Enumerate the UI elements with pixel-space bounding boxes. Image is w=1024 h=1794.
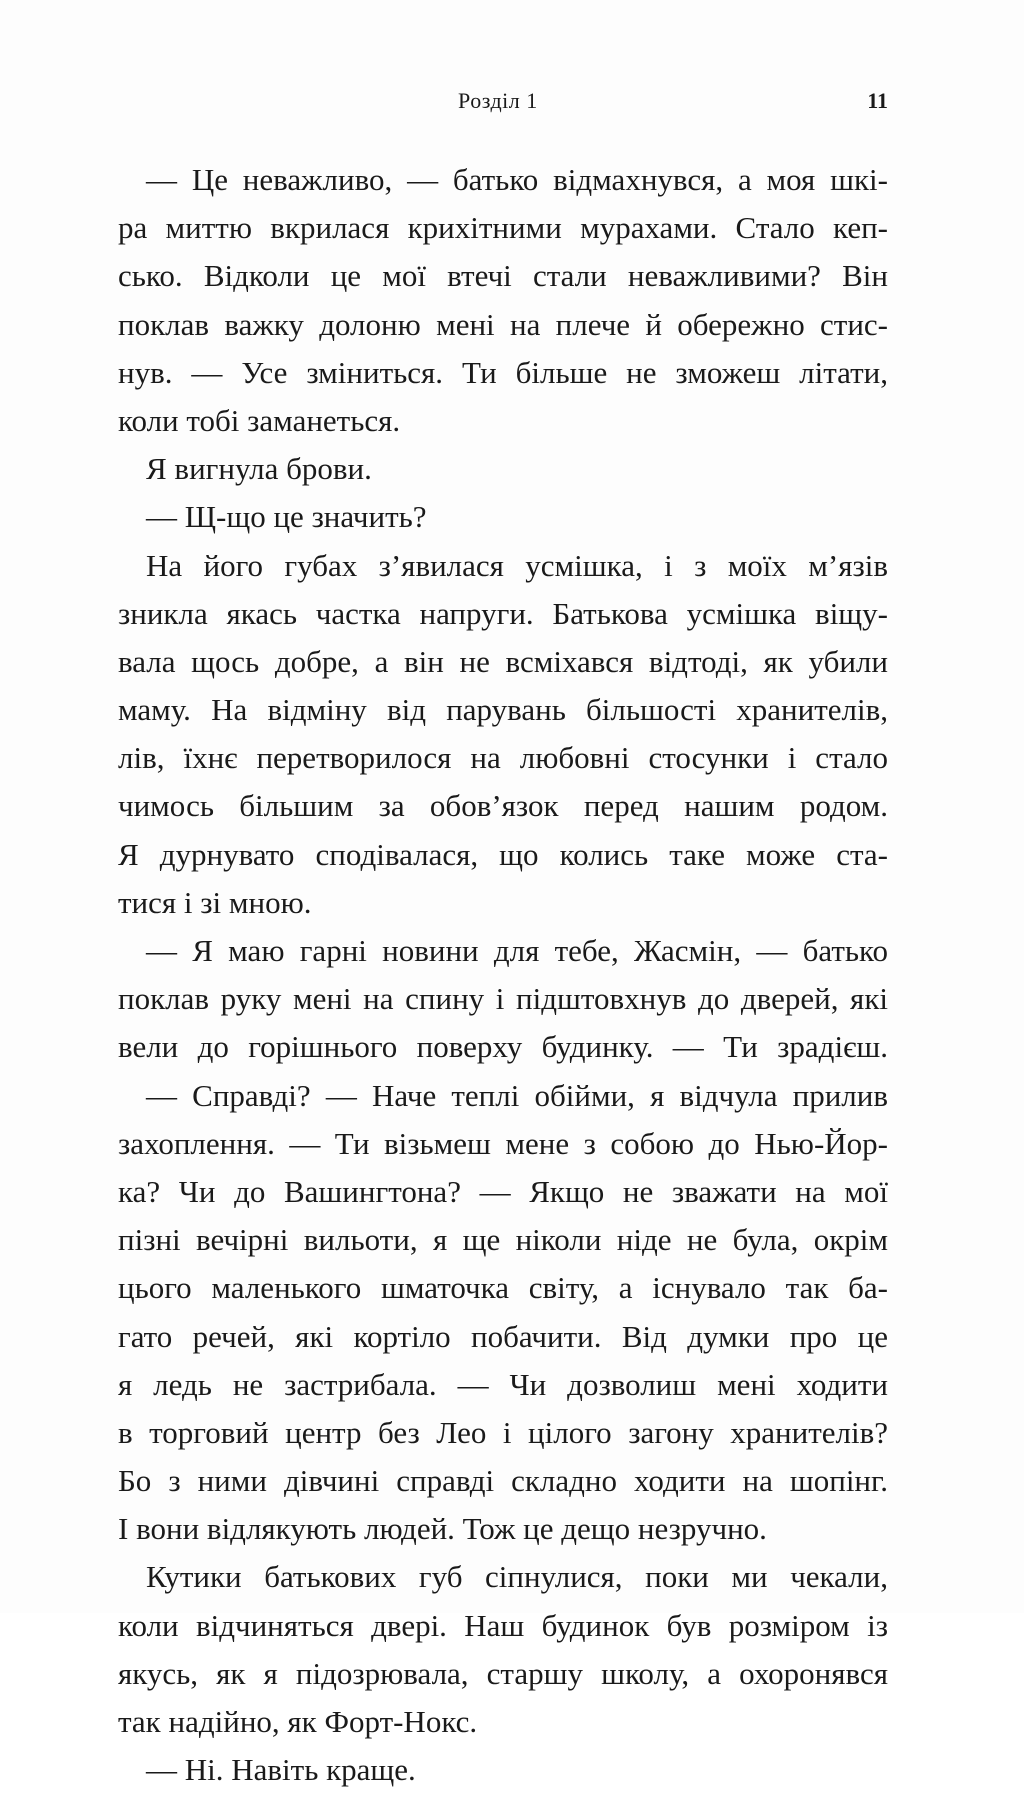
text-line: пізні вечірні вильоти, я ще ніколи ніде не була, окрім — [118, 1222, 888, 1258]
text-line: якусь, як я підозрювала, старшу школу, а охоронявся — [118, 1655, 888, 1691]
text-line: ра миттю вкрилася крихітними мурахами. Стало кеп- — [118, 210, 888, 246]
page-number: 11 — [867, 88, 888, 113]
running-head — [118, 88, 888, 118]
text-line: лів, їхнє перетворилося на любовні стосунки і стало — [118, 740, 888, 776]
text-line: маму. На відміну від парувань більшості хранителів, — [118, 692, 888, 728]
text-line: На його губах з’явилася усмішка, і з моїх м’язів — [146, 547, 888, 583]
text-line: коли тобі заманеться. — [118, 402, 401, 438]
text-line: чимось більшим за обов’язок перед нашим родом. — [118, 788, 888, 824]
text-line: ка? Чи до Вашингтона? — Якщо не зважати на мої — [118, 1173, 888, 1209]
text-line: поклав важку долоню мені на плече й обережно стис- — [118, 306, 888, 342]
text-line: вели до горішнього поверху будинку. — Ти зрадієш. — [118, 1029, 888, 1065]
text-line: в торговий центр без Лео і цілого загону хранителів? — [118, 1414, 888, 1450]
text-line: Бо з ними дівчині справді складно ходити на шопінг. — [118, 1463, 888, 1499]
text-line: Я дурнувато сподівалася, що колись таке може ста- — [118, 836, 888, 872]
text-line: — Ні. Навіть краще. — [146, 1752, 416, 1788]
text-line: зникла якась частка напруги. Батькова усмішка віщу- — [118, 595, 888, 631]
text-line: вала щось добре, а він не всміхався відтоді, як убили — [118, 643, 888, 679]
text-line: Я вигнула брови. — [146, 451, 372, 487]
text-line: коли відчиняться двері. Наш будинок був розміром із — [118, 1607, 888, 1643]
text-line: так надійно, як Форт-Нокс. — [118, 1704, 478, 1739]
text-line: захоплення. — Ти візьмеш мене з собою до Нью-Йор- — [118, 1125, 888, 1161]
text-line: цього маленького шматочка світу, а існувало так ба- — [118, 1270, 888, 1306]
text-line: гато речей, які кортіло побачити. Від думки про це — [118, 1318, 888, 1354]
text-line: — Щ-що це значить? — [146, 499, 427, 535]
chapter-title: Розділ 1 — [458, 88, 538, 113]
text-line: нув. — Усе зміниться. Ти більше не зможеш літати, — [118, 354, 888, 390]
text-line: І вони відлякують людей. Тож це дещо незручно. — [118, 1511, 767, 1547]
text-line: поклав руку мені на спину і підштовхнув до дверей, які — [118, 981, 888, 1017]
text-line: Кутики батькових губ сіпнулися, поки ми чекали, — [146, 1559, 888, 1595]
text-line: — Я маю гарні новини для тебе, Жасмін, — батько — [146, 933, 888, 968]
text-line: сько. Відколи це мої втечі стали неважливими? Він — [118, 258, 888, 294]
text-line: я ледь не застрибала. — Чи дозволиш мені ходити — [118, 1366, 888, 1402]
body-text — [118, 156, 888, 1794]
text-line: — Справді? — Наче теплі обійми, я відчула прилив — [146, 1077, 888, 1113]
text-line: тися і зі мною. — [118, 884, 312, 920]
text-line: — Це неважливо, — батько відмахнувся, а моя шкі- — [146, 162, 888, 197]
